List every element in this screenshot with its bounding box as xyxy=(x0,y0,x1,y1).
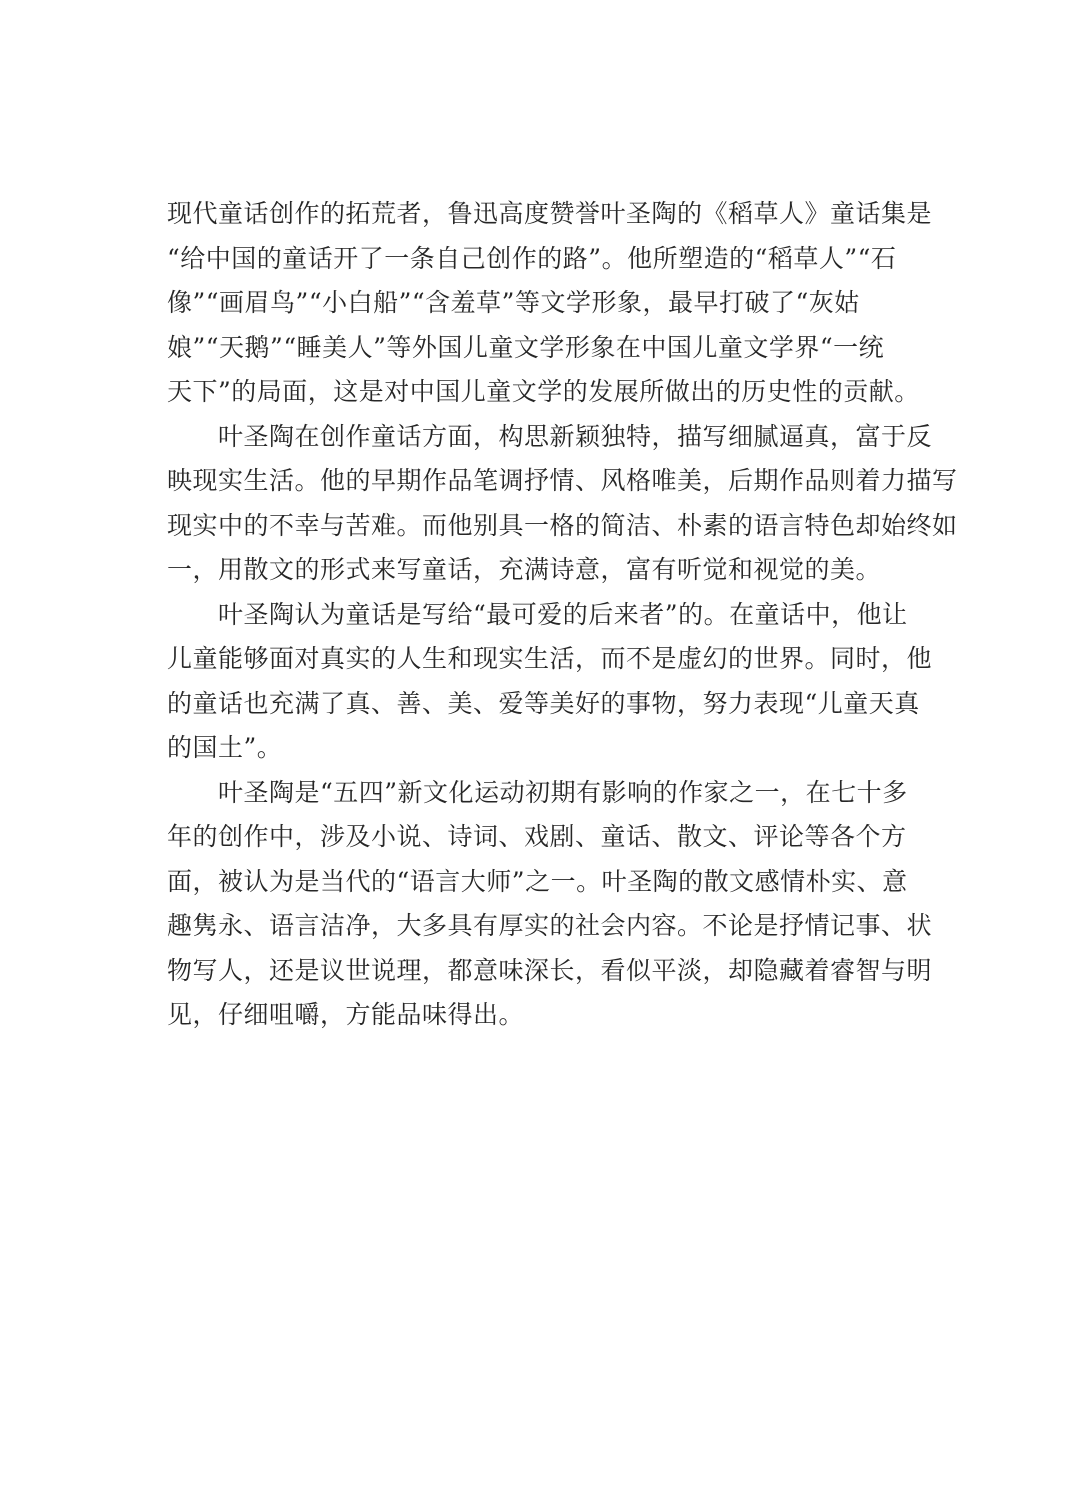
text-line: 年的创作中，涉及小说、诗词、戏剧、童话、散文、评论等各个方 xyxy=(167,822,907,851)
text-line: 叶圣陶在创作童话方面，构思新颖独特，描写细腻逼真，富于反 xyxy=(167,421,933,451)
text-line: “给中国的童话开了一条自己创作的路”。他所塑造的“稻草人”“石 xyxy=(167,243,897,273)
paragraph-1 xyxy=(167,192,933,415)
text-line: 面，被认为是当代的“语言大师”之一。叶圣陶的散文感情朴实、意 xyxy=(167,866,908,896)
text-line: 叶圣陶是“五四”新文化运动初期有影响的作家之一，在七十多 xyxy=(167,777,908,807)
text-line: 像”“画眉鸟”“小白船”“含羞草”等文学形象，最早打破了“灰姑 xyxy=(167,288,860,317)
text-line: 现实中的不幸与苦难。而他别具一格的简洁、朴素的语言特色却始终如 xyxy=(167,510,958,540)
text-line: 天下”的局面，这是对中国儿童文学的发展所做出的历史性的贡献。 xyxy=(167,377,920,406)
text-line: 映现实生活。他的早期作品笔调抒情、风格唯美，后期作品则着力描写 xyxy=(167,466,958,495)
text-line: 叶圣陶认为童话是写给“最可爱的后来者”的。在童话中，他让 xyxy=(167,599,908,629)
text-line: 娘”“天鹅”“睡美人”等外国儿童文学形象在中国儿童文学界“一统 xyxy=(167,332,885,362)
text-line: 的童话也充满了真、善、美、爱等美好的事物，努力表现“儿童天真 xyxy=(167,688,920,718)
text-line: 儿童能够面对真实的人生和现实生活，而不是虚幻的世界。同时，他 xyxy=(167,644,933,673)
paragraph-2 xyxy=(167,415,958,593)
paragraph-4 xyxy=(167,771,933,1038)
text-line: 趣隽永、语言洁净，大多具有厚实的社会内容。不论是抒情记事、状 xyxy=(167,911,933,940)
text-line: 物写人，还是议世说理，都意味深长，看似平淡，却隐藏着睿智与明 xyxy=(167,955,933,985)
text-line: 的国土”。 xyxy=(167,733,283,762)
text-line: 现代童话创作的拓荒者，鲁迅高度赞誉叶圣陶的《稻草人》童话集是 xyxy=(167,199,933,228)
text-line: 一，用散文的形式来写童话，充满诗意，富有听觉和视觉的美。 xyxy=(167,555,882,584)
paragraph-3 xyxy=(167,593,933,771)
text-line: 见，仔细咀嚼，方能品味得出。 xyxy=(167,1000,525,1029)
body-text xyxy=(167,192,958,1038)
